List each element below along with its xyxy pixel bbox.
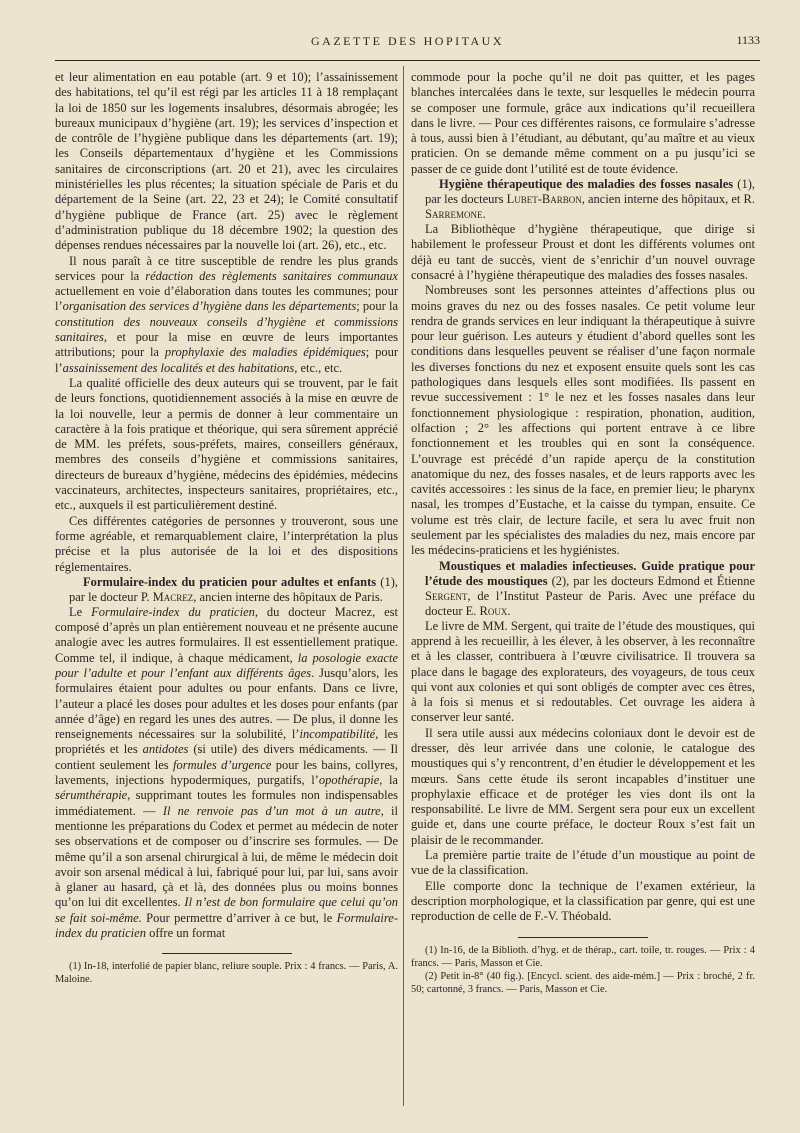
paragraph: Le livre de MM. Sergent, qui traite de l’étude des moustiques, qui apprend à les recueillir, à les élever, à les observer, à les reconnaître et à les classer, contribuera à l’œuvre civilisatrice. Il trouvera sa place dans le bagage des explorateurs, des voyageurs, de tous ceux qui vont aux colonies et qui sont obligés de compter avec ces êtres, à la fois si menus et si redoutables. Cet ouvrage les aidera à conserver leur santé. xyxy=(411,618,755,725)
text-run: , etc., etc. xyxy=(294,360,343,375)
italic-run: formules d’urgence xyxy=(173,757,272,772)
byline: par les docteurs Edmond et Étienne xyxy=(569,573,756,588)
section-title: Moustiques et maladies infectieuses. Guide pratique pour l’étude des moustiques xyxy=(425,558,755,588)
byline: . xyxy=(507,603,511,618)
section-heading xyxy=(55,575,398,605)
italic-run: Formulaire-index du praticien xyxy=(55,910,398,941)
footnote-ref: (1), xyxy=(733,177,756,192)
italic-run: organisation des services d’hygiène dans les départements xyxy=(62,299,357,314)
paragraph: Nombreuses sont les personnes atteintes d’affections plus ou moins graves du nez ou des fosses nasales. Ce petit volume leur rendra de grands services en leur indiquant la thérapeutique à suivre pour leur guérison. Les auteurs y étudient d’abord quelles sont les conditions dans lesquelles peuvent se réaliser d’une façon normale les diverses fonctions du nez et exposent ensuite quels sont les cas pathologiques dans lesquels elles sont modifiées. Ils passent en revue successivement : 1° le nez et les fosses nasales dans leur fonctionnement physiologique : respiration, phonation, audition, olfaction ; 2° les affections qui portent entrave à ce libre fonctionnement et les troubles qui en sont la conséquence. L’ouvrage est précédé d’un rapide aperçu de la constitution anatomique du nez, des fosses nasales, et de leurs rapports avec les cavités accessoires : les sinus de la face, en premier lieu; le pharynx nasal, les trompes d’Eustache, et la caisse du tympan, ensuite. Ce volume est très clair, de lecture facile, et sera lu avec fruit non seulement par les spécialistes des maladies du nez, mais encore par les médecins-praticiens et les hygiénistes. xyxy=(411,283,755,558)
italic-run: Formulaire-index du praticien xyxy=(91,604,255,619)
paragraph: La qualité officielle des deux auteurs qui se trouvent, par le fait de leurs fonctions, quotidiennement associés à la mise en œuvre de la loi nouvelle, leur a permis de donner à leur commentaire un caractère à la fois pratique et théorique, qui sera sûrement apprécié de MM. les préfets, sous-préfets, maires, conseillers généraux, membres des conseils d’hygiène et commissions sanitaires, directeurs de bureaux d’hygiène, médecins des épidémies, médecins vaccinateurs, architectes, inspecteurs sanitaires, propriétaires, etc., etc., auxquels il est particulièrement destiné. xyxy=(55,375,398,513)
paragraph: Ces différentes catégories de personnes y trouveront, sous une forme agréable, et remarquablement claire, l’interprétation la plus précise et la plus autorisée de la loi et des dispositions réglementaires. xyxy=(55,513,398,574)
italic-run: la posologie exacte pour l’adulte et pour l’enfant aux différents âges xyxy=(55,650,399,680)
byline: , ancien interne des hôpitaux, et R. xyxy=(581,192,755,207)
text-run: Il nous paraît à ce titre susceptible de rendre les plus grands services pour la xyxy=(55,253,398,283)
italic-run: Il ne renvoie pas d’un mot à un autre xyxy=(162,803,381,818)
author-name: Macrez xyxy=(152,589,194,604)
paragraph xyxy=(55,254,398,376)
text-run: , la xyxy=(379,773,398,788)
header-rule xyxy=(55,60,760,61)
byline: par le docteur P. xyxy=(69,589,153,604)
italic-run: constitution des nouveaux conseils d’hygiène et commissions sanitaires xyxy=(55,314,398,345)
text-run: Le xyxy=(69,604,92,619)
text-run: , et pour la mise en œuvre de leurs importantes attributions; pour la xyxy=(55,330,398,360)
author-name: Lubet-Barbon xyxy=(506,192,582,207)
text-run: , les propriétés et les xyxy=(55,727,399,757)
text-run: , du docteur Macrez, est composé d’après un plan entièrement nouveau et ne présente aucune analogie avec les autres formulaires. Il est essentiellement pratique. Comme tel, il indique, à chaque médicament, xyxy=(55,604,398,665)
section-heading xyxy=(411,177,755,222)
text-run: Pour permettre d’arriver à ce but, le xyxy=(141,910,337,925)
italic-run: antidotes xyxy=(142,742,189,757)
section-title: Hygiène thérapeutique des maladies des fosses nasales xyxy=(439,177,734,192)
footnote-ref: (2), xyxy=(547,573,570,588)
page-number: 1133 xyxy=(736,33,760,47)
text-run: (si utile) des divers médicaments. — Il contient seulement les xyxy=(55,742,398,772)
section-title: Formulaire-index du praticien pour adultes et enfants xyxy=(83,574,377,589)
paragraph: Il sera utile aussi aux médecins coloniaux dont le devoir est de dresser, dès leur arrivée dans une colonie, le catalogue des moustiques qui s’y rencontrent, d’en étudier le développement et les mœurs. Sans cette étude ils seront incapables d’instituer une prophylaxie efficace et de protéger les vies dont ils ont la responsabilité. Le livre de MM. Sergent sera pour eux un excellent guide et, dans une courte préface, le docteur Roux s’est fait un plaisir de le recommander. xyxy=(411,725,755,847)
byline: . xyxy=(482,207,486,222)
page-header xyxy=(55,30,760,56)
text-run: ; pour la xyxy=(356,299,398,314)
paragraph xyxy=(55,605,398,942)
text-run: , supprimant toutes les formules non indispensables immédiatement. — xyxy=(55,788,398,818)
text-run: ; pour l’ xyxy=(55,345,398,375)
paragraph: commode pour la poche qu’il ne doit pas quitter, et les pages blanches intercalées dans le texte, sur lesquelles le médecin pourra se composer une formule, grâce aux indications qu’il recueillera dans le livre. — Pour ces différentes raisons, ce formulaire s’adresse à tous, aussi bien à l’étudiant, au débutant, qu’au maître et au vieux praticien. On se demande même comment on a pu jusqu’ici se passer de ce guide dont l’utilité est de toute évidence. xyxy=(411,70,755,176)
text-run: offre un format xyxy=(145,926,226,941)
paragraph: La Bibliothèque d’hygiène thérapeutique, que dirige si habilement le professeur Proust et dont les différents volumes ont déjà eu tant de succès, vient de s’enrichir d’un nouvel ouvrage consacré à l’hygiène thérapeutique des maladies des fosses nasales. xyxy=(411,222,755,282)
italic-run: Il n’est de bon formulaire que celui qu’on se fait soi-même. xyxy=(55,895,398,925)
footnote: (2) Petit in-8° (40 fig.). [Encycl. scient. des aide-mém.] — Prix : broché, 2 fr. 50; cartonné, 3 francs. — Paris, Masson et Cie. xyxy=(411,970,755,995)
footnote-ref: (1), xyxy=(376,574,398,589)
text-run: , il mentionne les préparations du Codex et permet au médecin de noter ses observations et de composer ou d’inscrire ses formules. — De même qu’il a son arsenal chirurgical à lui, de même le médecin doit avoir son arsenal médical à lui, fabriqué pour lui, par lui, sans avoir à glaner au hasard, çà et là, des données plus ou moins bonnes qu’on lui dit excellentes. xyxy=(55,803,398,910)
byline: , de l’Institut Pasteur de Paris. Avec une préface du docteur E. xyxy=(425,588,755,618)
paragraph: Elle comporte donc la technique de l’examen extérieur, la description morphologique, et la classification par genre, qui est une reproduction de celle de F.-V. Théobald. xyxy=(411,878,755,924)
author-name: Sergent xyxy=(425,588,468,603)
column-divider xyxy=(403,66,404,1106)
section-heading xyxy=(411,559,755,619)
text-run: actuellement en voie d’élaboration dans toutes les communes; pour l’ xyxy=(55,284,398,314)
italic-run: sérumthérapie xyxy=(55,788,128,803)
paragraph: et leur alimentation en eau potable (art. 9 et 10); l’assainissement des habitations, tel qu’il est régi par les articles 11 à 18 remplaçant la loi de 1850 sur les logements insalubres, désormais abrogée; les bureaux municipaux d’hygiène (art. 19); les services d’inspection et de contrôle de l’hygiène publique dans les départements (art. 19); les Conseils départementaux d’hygiène et les Commissions sanitaires de circonscriptions (art. 20 et 21), avec les circulaires ministérielles les plus récentes; la situation spéciale de Paris et du département de la Seine (art. 22, 23 et 24); le Comité consultatif d’hygiène publique de France (art. 25) avec le règlement d’administration publique du 18 décembre 1902; la question des dépenses rendues nécessaires par la nouvelle loi (art. 26), etc., etc. xyxy=(55,70,398,253)
italic-run: rédaction des règlements sanitaires communaux xyxy=(145,268,398,283)
footnote-rule xyxy=(162,953,292,954)
byline: par les docteurs xyxy=(425,192,507,207)
footnote: (1) In-18, interfolié de papier blanc, reliure souple. Prix : 4 francs. — Paris, A. Maloine. xyxy=(55,961,398,986)
running-title: GAZETTE DES HOPITAUX xyxy=(310,34,505,48)
byline: , ancien interne des hôpitaux de Paris. xyxy=(193,589,383,604)
italic-run: assainissement des localités et des habitations xyxy=(62,360,295,375)
right-column xyxy=(411,70,755,996)
text-run: pour les bains, collyres, lavements, injections hypodermiques, purgatifs, l’ xyxy=(55,757,398,788)
author-name: Roux xyxy=(479,603,508,618)
author-name: Sarremone xyxy=(425,207,483,222)
footnote: (1) In-16, de la Biblioth. d’hyg. et de thérap., cart. toile, tr. rouges. — Prix : 4 francs. — Paris, Masson et Cie. xyxy=(411,944,755,969)
italic-run: opothérapie xyxy=(318,773,380,788)
italic-run: incompatibilité xyxy=(299,727,376,742)
left-column xyxy=(55,70,398,986)
paragraph: La première partie traite de l’étude d’un moustique au point de vue de la classification. xyxy=(411,848,755,878)
text-run: . Jusqu’alors, les formulaires étaient pour adultes ou pour enfants. Dans ce livre, l’auteur a placé les doses pour adultes et les doses pour enfants (par année d’âge) en regard les unes des autres. — De plus, il donne les renseignements nécessaires sur la solubilité, l’ xyxy=(55,665,398,742)
italic-run: prophylaxie des maladies épidémiques xyxy=(164,345,366,360)
footnote-rule xyxy=(518,937,648,938)
